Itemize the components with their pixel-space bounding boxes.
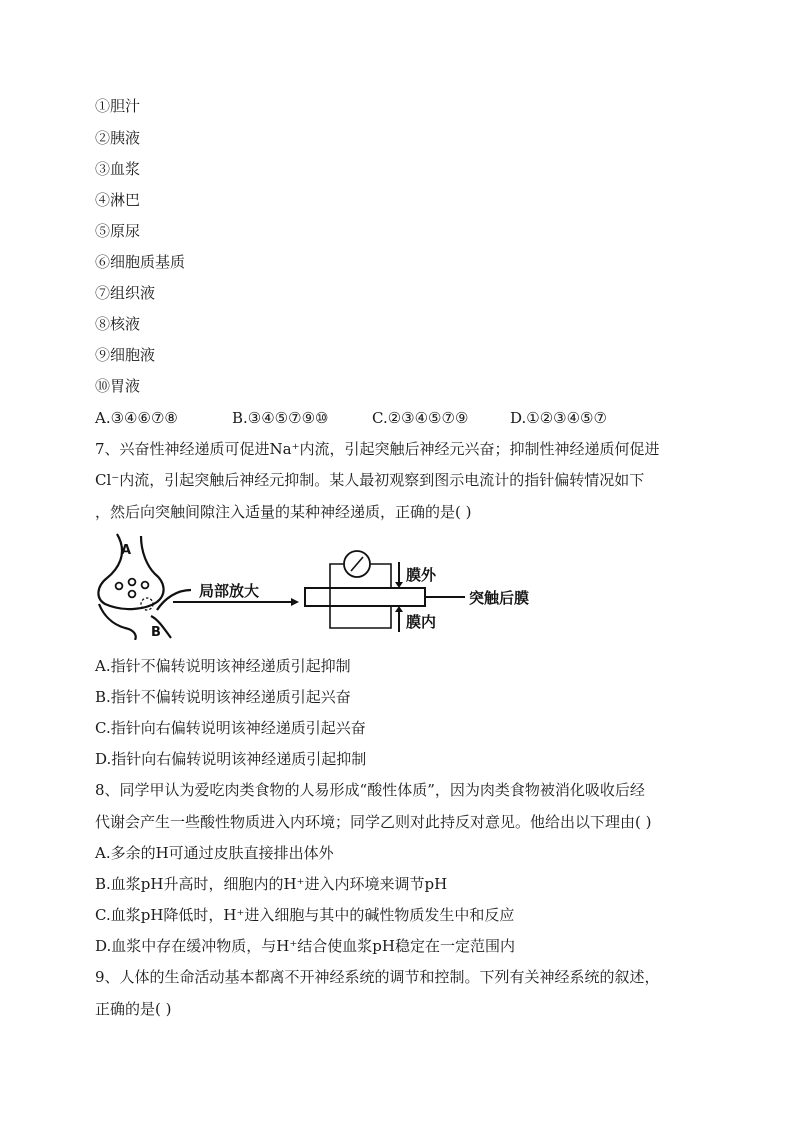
list-item-1: ①胆汁 <box>95 97 141 115</box>
q8-stem-line-1: 8、同学甲认为爱吃肉类食物的人易形成“酸性体质”，因为肉类食物被消化吸收后经 <box>95 781 645 799</box>
q8-option-c: C.血浆pH降低时，H⁺进入细胞与其中的碱性物质发生中和反应 <box>95 906 515 924</box>
list-item-10: ⑩胃液 <box>95 377 141 395</box>
vesicle <box>129 591 136 598</box>
vesicle <box>116 583 123 590</box>
list-item-6: ⑥细胞质基质 <box>95 253 186 271</box>
postsynaptic-membrane-label: 突触后膜 <box>469 589 530 607</box>
label-a: A <box>121 543 132 558</box>
q6-option-c: C.②③④⑤⑦⑨ <box>372 409 469 427</box>
label-b: B <box>151 625 161 640</box>
electrode-wire-inside <box>330 564 391 628</box>
q9-stem-line-2: 正确的是( ) <box>95 1000 172 1018</box>
q8-option-a: A.多余的H可通过皮肤直接排出体外 <box>95 844 334 862</box>
electrode-wire-outside <box>370 564 391 588</box>
q6-options <box>95 408 607 428</box>
list-item-9: ⑨细胞液 <box>95 346 156 364</box>
synapse-diagram <box>95 532 555 640</box>
q7-option-a: A.指针不偏转说明该神经递质引起抑制 <box>95 657 351 675</box>
q9-stem-line-1: 9、人体的生命活动基本都离不开神经系统的调节和控制。下列有关神经系统的叙述， <box>95 968 660 986</box>
list-item-2: ②胰液 <box>95 129 141 147</box>
q6-option-d: D.①②③④⑤⑦ <box>510 409 607 427</box>
list-item-3: ③血浆 <box>95 160 141 178</box>
q7-stem-line-2: Cl⁻内流，引起突触后神经元抑制。某人最初观察到图示电流计的指针偏转情况如下 <box>95 471 645 489</box>
vesicle <box>142 582 149 589</box>
q8-option-d: D.血浆中存在缓冲物质，与H⁺结合使血浆pH稳定在一定范围内 <box>95 937 515 955</box>
q6-option-a: A.③④⑥⑦⑧ <box>95 409 178 427</box>
q7-option-c: C.指针向右偏转说明该神经递质引起兴奋 <box>95 719 366 737</box>
q7-stem-line-3: ，然后向突触间隙注入适量的某种神经递质，正确的是( ) <box>95 503 472 521</box>
magnify-label: 局部放大 <box>199 582 260 600</box>
q8-option-b: B.血浆pH升高时，细胞内的H⁺进入内环境来调节pH <box>95 875 448 893</box>
magnify-arrowhead <box>291 598 299 606</box>
q7-option-d: D.指针向右偏转说明该神经递质引起抑制 <box>95 750 367 768</box>
q8-stem-line-2: 代谢会产生一些酸性物质进入内环境；同学乙则对此持反对意见。他给出以下理由( ) <box>95 813 652 831</box>
vesicle <box>129 579 136 586</box>
q7-option-b: B.指针不偏转说明该神经递质引起兴奋 <box>95 688 351 706</box>
inside-membrane-label: 膜内 <box>406 613 437 631</box>
galvanometer-needle <box>351 557 363 571</box>
list-item-7: ⑦组织液 <box>95 284 156 302</box>
q6-option-b: B.③④⑤⑦⑨⑩ <box>232 409 329 427</box>
outside-membrane-label: 膜外 <box>406 566 437 584</box>
list-item-4: ④淋巴 <box>95 191 141 209</box>
synapse-figure <box>95 532 555 640</box>
list-item-8: ⑧核液 <box>95 315 141 333</box>
q7-stem-line-1: 7、兴奋性神经递质可促进Na⁺内流，引起突触后神经元兴奋；抑制性神经递质何促进 <box>95 440 660 458</box>
membrane-bar <box>305 588 425 606</box>
list-item-5: ⑤原尿 <box>95 222 141 240</box>
